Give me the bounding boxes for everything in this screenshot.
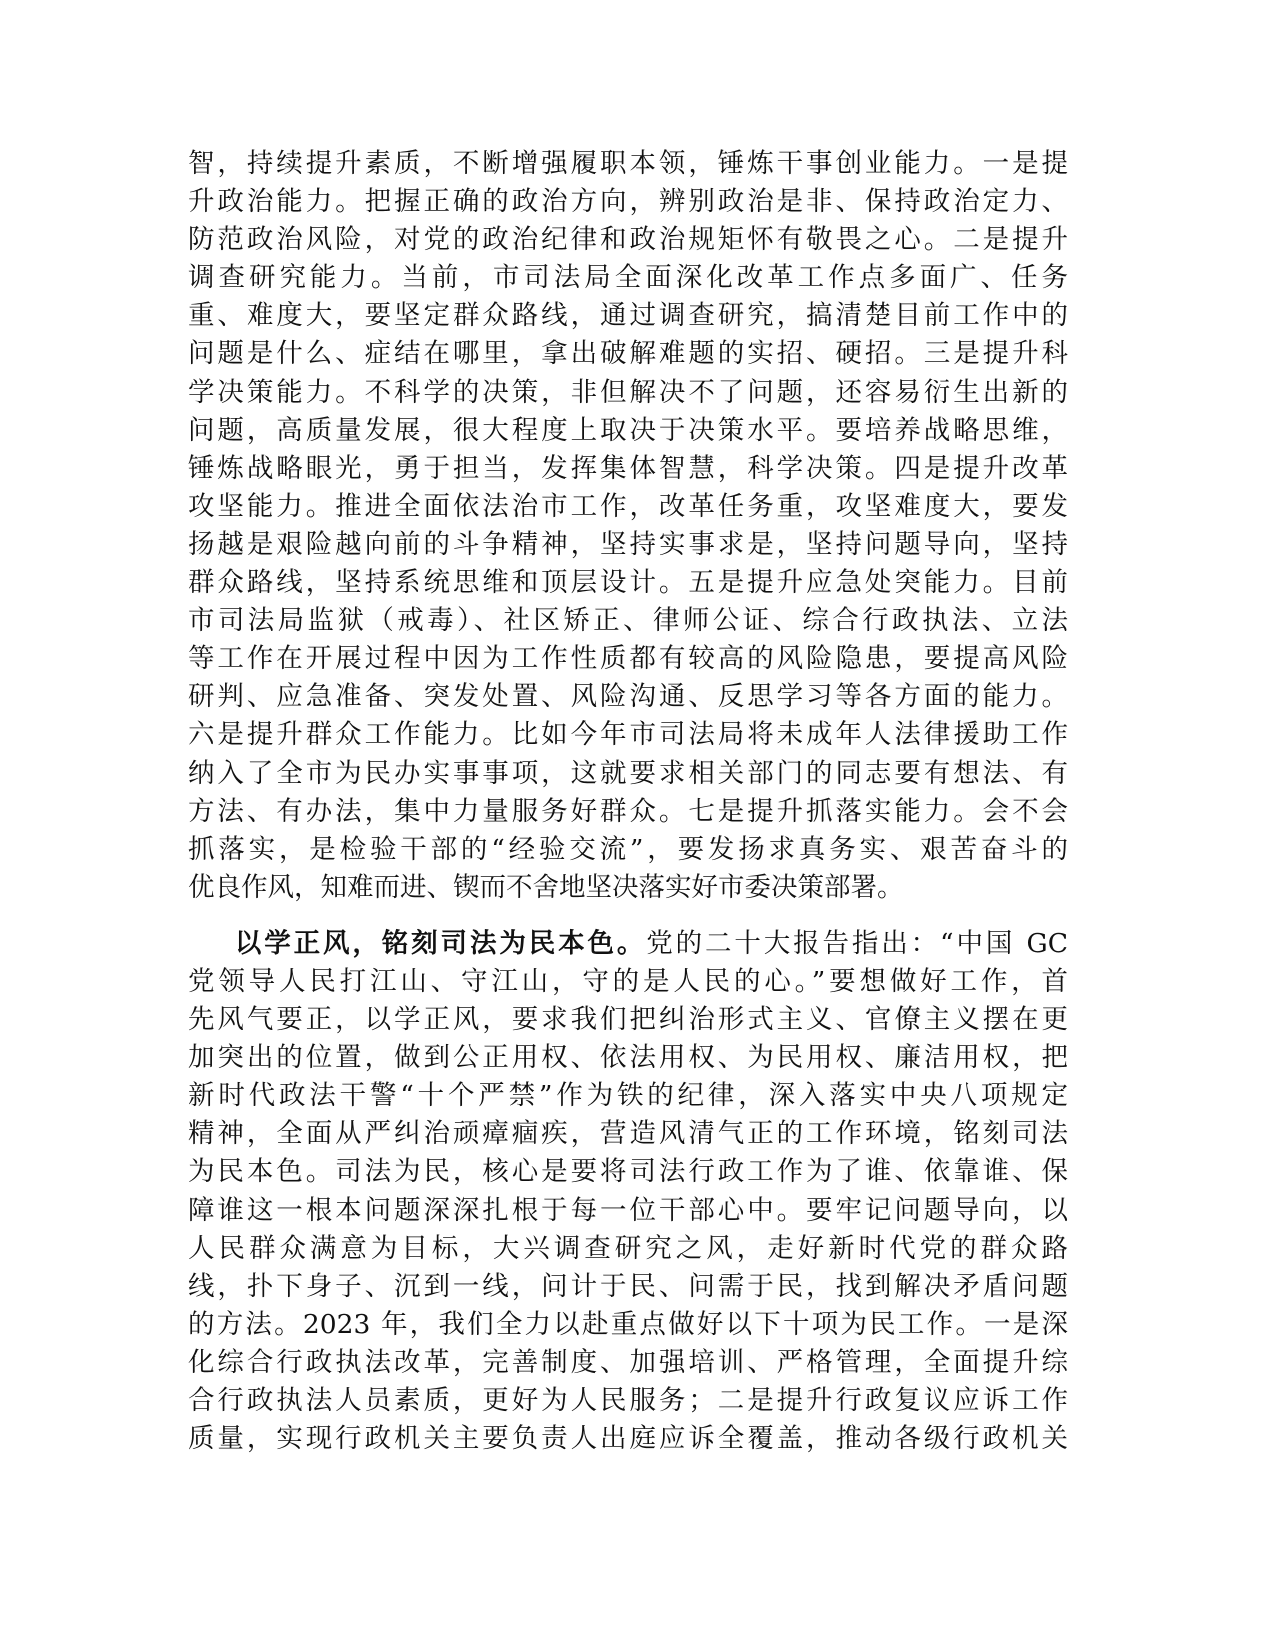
text-line: 群众路线，坚持系统思维和顶层设计。五是提升应急处突能力。目前 [188, 567, 1068, 599]
text-line: 精神，全面从严纠治顽瘴痼疾，营造风清气正的工作环境，铭刻司法 [188, 1118, 1068, 1150]
text-line: 研判、应急准备、突发处置、风险沟通、反思学习等各方面的能力。 [188, 681, 1068, 713]
text-line: 优良作风，知难而进、锲而不舍地坚决落实好市委决策部署。 [188, 871, 904, 903]
section-heading: 以学正风，铭刻司法为民本色。 [232, 927, 647, 959]
text-line: 市司法局监狱（戒毒）、社区矫正、律师公证、综合行政执法、立法 [188, 605, 1068, 637]
text-line: 方法、有办法，集中力量服务好群众。七是提升抓落实能力。会不会 [188, 795, 1068, 827]
text-line: 加突出的位置，做到公正用权、依法用权、为民用权、廉洁用权，把 [188, 1042, 1068, 1074]
document-page [188, 145, 1068, 1458]
text-line: 防范政治风险，对党的政治纪律和政治规矩怀有敬畏之心。二是提升 [188, 224, 1068, 256]
text-line: 六是提升群众工作能力。比如今年市司法局将未成年人法律援助工作 [188, 719, 1068, 751]
text-line: 等工作在开展过程中因为工作性质都有较高的风险隐患，要提高风险 [188, 643, 1068, 675]
paragraph-style [188, 925, 1068, 1458]
text-line: 升政治能力。把握正确的政治方向，辨别政治是非、保持政治定力、 [188, 186, 1068, 218]
text-line: 问题是什么、症结在哪里，拿出破解难题的实招、硬招。三是提升科 [188, 338, 1068, 370]
text-line: 智，持续提升素质，不断增强履职本领，锤炼干事创业能力。一是提 [188, 148, 1068, 179]
text-line: 质量，实现行政机关主要负责人出庭应诉全覆盖，推动各级行政机关 [188, 1423, 1068, 1455]
text-line: 扬越是艰险越向前的斗争精神，坚持实事求是，坚持问题导向，坚持 [188, 528, 1068, 560]
text-line: 锤炼战略眼光，勇于担当，发挥集体智慧，科学决策。四是提升改革 [188, 452, 1068, 484]
text-line: 调查研究能力。当前，市司法局全面深化改革工作点多面广、任务 [188, 262, 1068, 294]
first-line-text: 党的二十大报告指出：“中国 GC [646, 927, 1068, 959]
text-line: 重、难度大，要坚定群众路线，通过调查研究，搞清楚目前工作中的 [188, 300, 1068, 332]
text-line: 线，扑下身子、沉到一线，问计于民、问需于民，找到解决矛盾问题 [188, 1270, 1068, 1302]
text-line: 问题，高质量发展，很大程度上取决于决策水平。要培养战略思维， [188, 414, 1068, 446]
text-line: 党领导人民打江山、守江山，守的是人民的心。”要想做好工作，首 [188, 965, 1068, 997]
text-line: 化综合行政执法改革，完善制度、加强培训、严格管理，全面提升综 [188, 1346, 1068, 1378]
text-line: 先风气要正，以学正风，要求我们把纠治形式主义、官僚主义摆在更 [188, 1004, 1068, 1036]
text-line: 障谁这一根本问题深深扎根于每一位干部心中。要牢记问题导向，以 [188, 1194, 1068, 1226]
paragraph-capability [188, 145, 1068, 907]
paragraph-spacer [188, 907, 1068, 925]
text-line: 为民本色。司法为民，核心是要将司法行政工作为了谁、依靠谁、保 [188, 1156, 1068, 1188]
text-line: 纳入了全市为民办实事事项，这就要求相关部门的同志要有想法、有 [188, 757, 1068, 789]
text-line: 学决策能力。不科学的决策，非但解决不了问题，还容易衍生出新的 [188, 376, 1068, 408]
text-line: 人民群众满意为目标，大兴调查研究之风，走好新时代党的群众路 [188, 1232, 1068, 1264]
text-line: 抓落实，是检验干部的“经验交流”，要发扬求真务实、艰苦奋斗的 [188, 833, 1068, 865]
text-line: 的方法。2023 年，我们全力以赴重点做好以下十项为民工作。一是深 [188, 1308, 1068, 1340]
text-line: 攻坚能力。推进全面依法治市工作，改革任务重，攻坚难度大，要发 [188, 490, 1068, 522]
text-line: 新时代政法干警“十个严禁”作为铁的纪律，深入落实中央八项规定 [188, 1080, 1068, 1112]
paragraph-first-line [188, 925, 1068, 963]
text-line: 合行政执法人员素质，更好为人民服务；二是提升行政复议应诉工作 [188, 1385, 1068, 1416]
